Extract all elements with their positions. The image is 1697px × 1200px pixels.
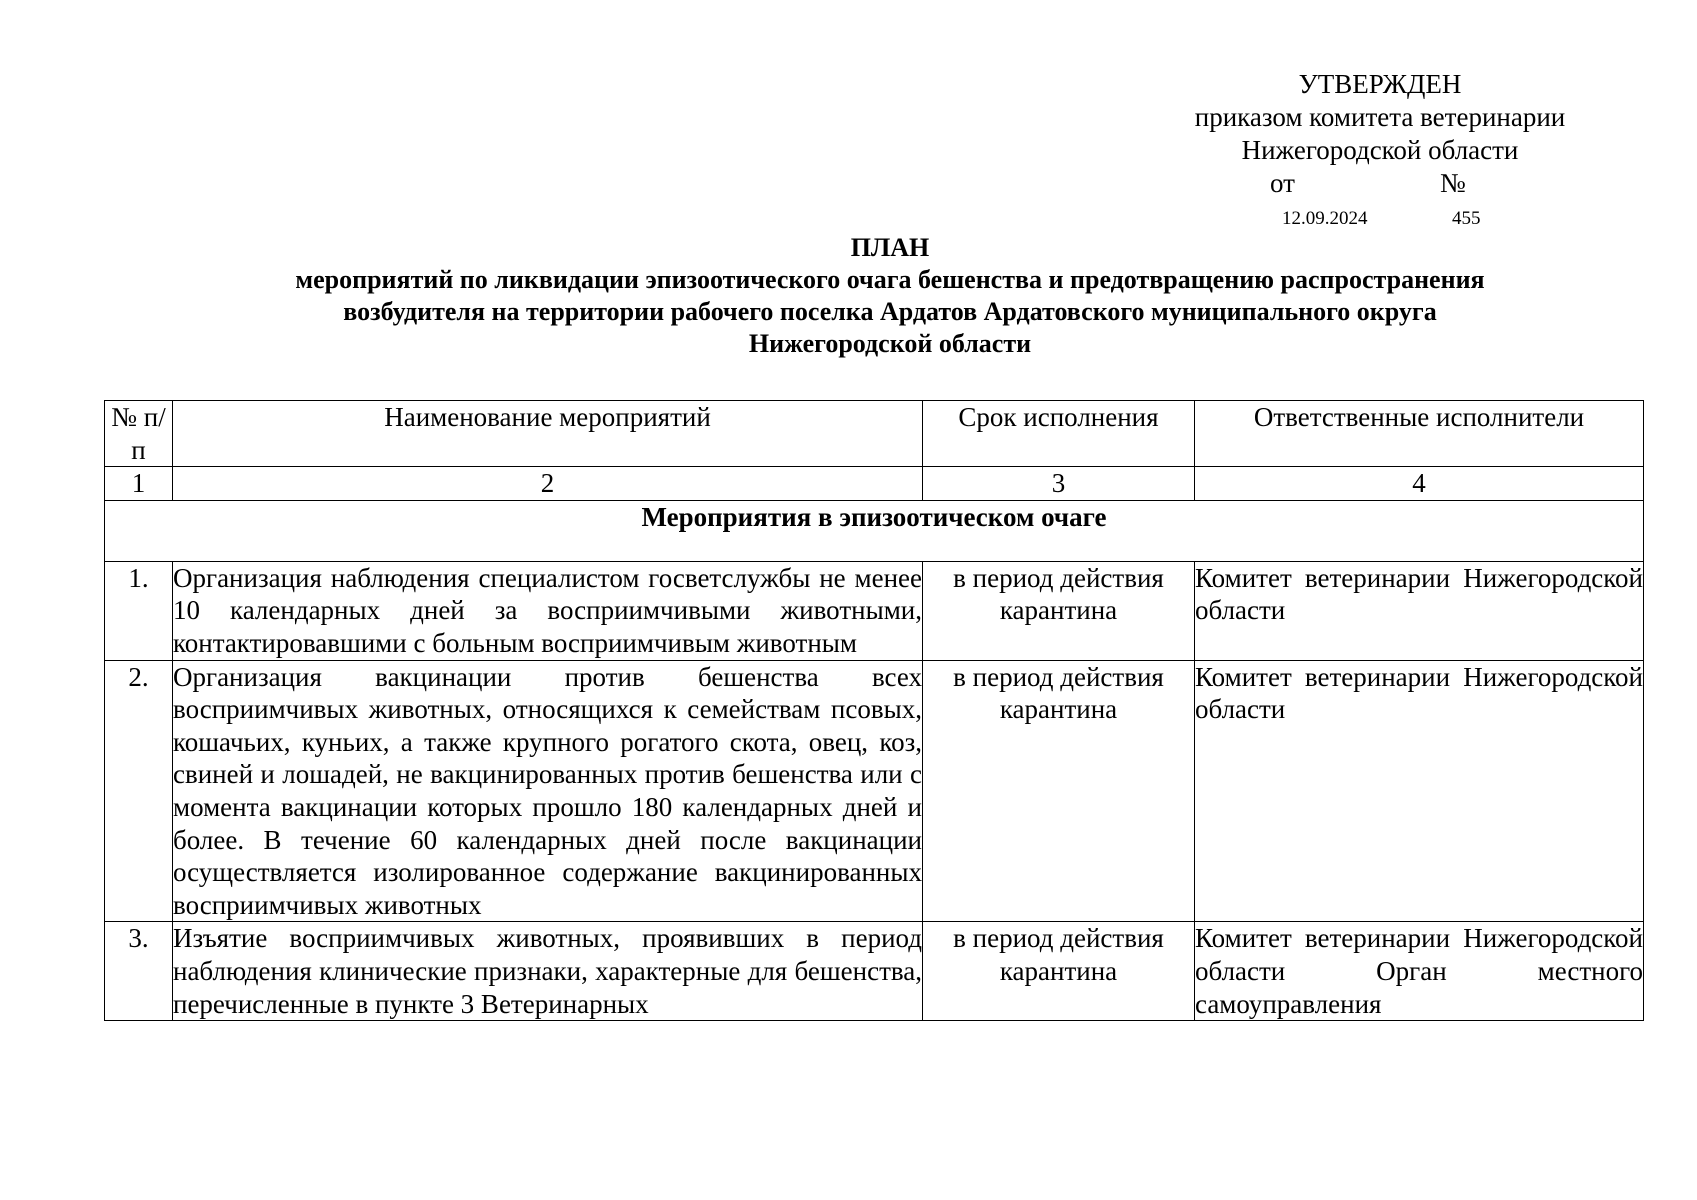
title-line-2: возбудителя на территории рабочего поселка Ардатов Ардатовского муниципального округа — [343, 297, 1437, 326]
row-index: 3. — [105, 922, 173, 1021]
approval-order: приказом комитета ветеринарии — [1194, 102, 1566, 132]
from-label: от — [1270, 168, 1295, 198]
row-term: в период действия карантина — [923, 561, 1195, 660]
section-row — [105, 500, 1644, 561]
approval-region: Нижегородской области — [1241, 135, 1519, 165]
row-index: 1. — [105, 561, 173, 660]
approval-date-number — [1160, 200, 1600, 230]
title-line-1: мероприятий по ликвидации эпизоотического очага бешенства и предотвращению распространения — [295, 265, 1485, 294]
title-line-3: Нижегородской области — [748, 329, 1032, 358]
column-number-4: 4 — [1195, 467, 1644, 501]
row-responsible: Комитет ветеринарии Нижегородской области Орган местного самоуправления — [1195, 922, 1644, 1021]
column-number-2: 2 — [173, 467, 923, 501]
table-header-row — [105, 401, 1644, 467]
table-row — [105, 660, 1644, 922]
approval-stamp — [1160, 68, 1600, 230]
row-index: 2. — [105, 660, 173, 922]
row-activity: Организация вакцинации против бешенства всех восприимчивых животных, относящихся к семействам псовых, кошачьих, куньих, а также крупного рогатого скота, овец, коз, свиней и лошадей, не вакцинированных против бешенства или с момента вакцинации которых прошло 180 календарных дней и более. В течение 60 календарных дней после вакцинации осуществляется изолированное содержание вакцинированных восприимчивых животных — [173, 660, 923, 922]
row-activity: Организация наблюдения специалистом госветслужбы не менее 10 календарных дней за восприимчивыми животными, контактировавшими с больным восприимчивым животным — [173, 561, 923, 660]
header-term: Срок исполнения — [923, 401, 1195, 467]
header-responsible: Ответственные исполнители — [1195, 401, 1644, 467]
document-title — [120, 232, 1660, 360]
approval-title: УТВЕРЖДЕН — [1298, 69, 1462, 99]
column-number-row — [105, 467, 1644, 501]
row-activity: Изъятие восприимчивых животных, проявивших в период наблюдения клинические признаки, характерные для бешенства, перечисленные в пункте 3 Ветеринарных — [173, 922, 923, 1021]
column-number-1: 1 — [105, 467, 173, 501]
row-responsible: Комитет ветеринарии Нижегородской области — [1195, 660, 1644, 922]
approval-number: 455 — [1452, 208, 1481, 229]
approval-from-number — [1160, 167, 1600, 200]
row-responsible: Комитет ветеринарии Нижегородской области — [1195, 561, 1644, 660]
column-number-3: 3 — [923, 467, 1195, 501]
plan-heading: ПЛАН — [850, 233, 930, 262]
plan-table — [104, 400, 1644, 1021]
row-term: в период действия карантина — [923, 922, 1195, 1021]
approval-date: 12.09.2024 — [1282, 208, 1368, 229]
header-number: № п/п — [105, 401, 173, 467]
table-row — [105, 922, 1644, 1021]
row-term: в период действия карантина — [923, 660, 1195, 922]
header-activity: Наименование мероприятий — [173, 401, 923, 467]
number-label: № — [1440, 168, 1466, 198]
table-row — [105, 561, 1644, 660]
section-title: Мероприятия в эпизоотическом очаге — [105, 500, 1644, 561]
